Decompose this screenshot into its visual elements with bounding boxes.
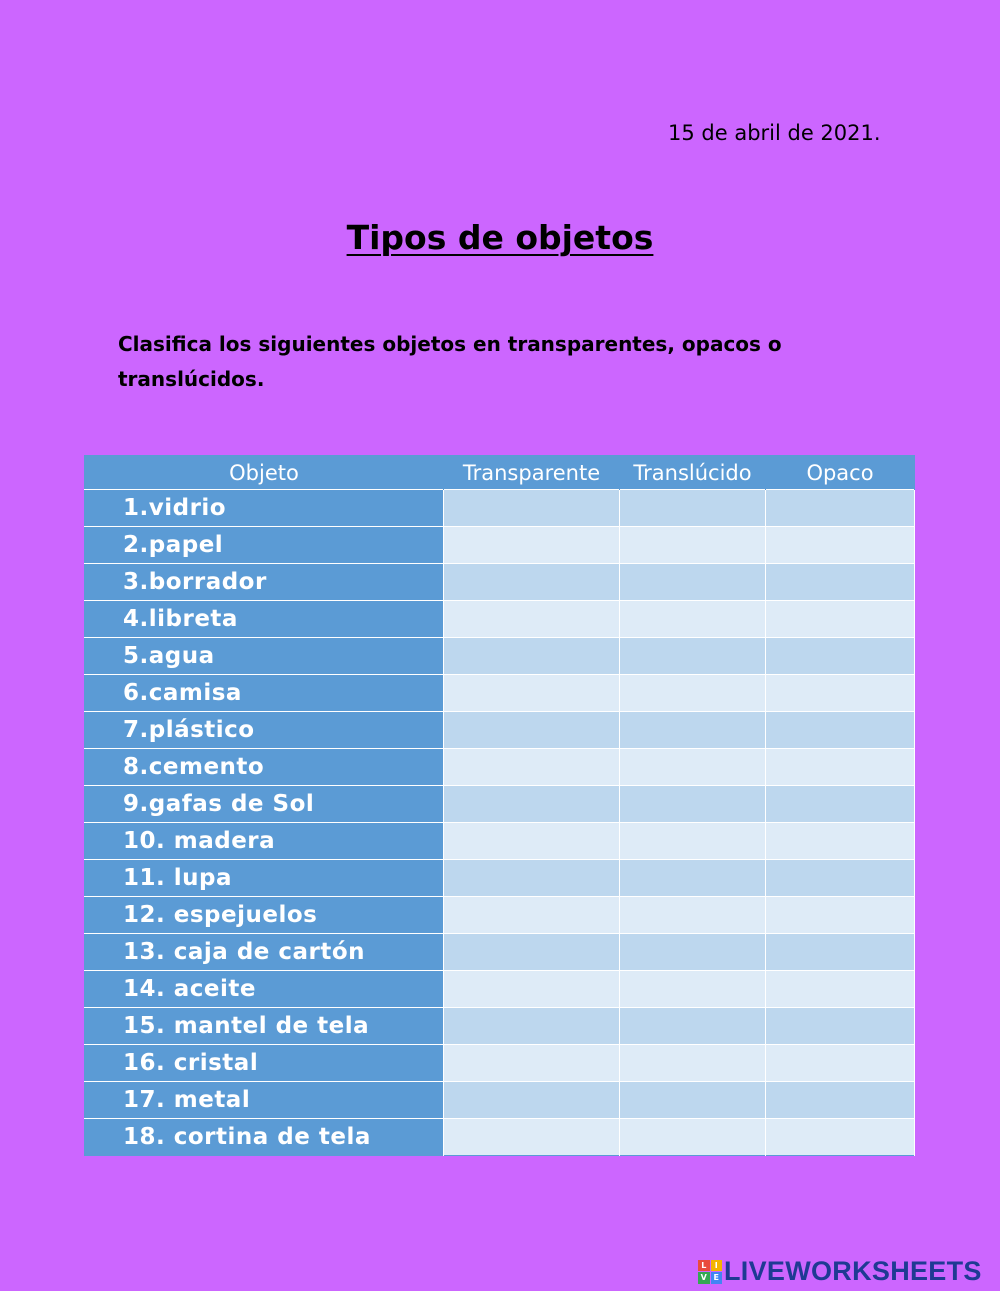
column-header-opaco: Opaco [766, 456, 915, 490]
table-row [85, 786, 915, 823]
answer-cell-translucido[interactable] [620, 749, 766, 786]
table-row [85, 601, 915, 638]
answer-cell-transparente[interactable] [444, 897, 620, 934]
answer-cell-transparente[interactable] [444, 527, 620, 564]
object-name-cell: 5.agua [85, 638, 444, 675]
answer-cell-transparente[interactable] [444, 1045, 620, 1082]
answer-cell-translucido[interactable] [620, 712, 766, 749]
answer-cell-translucido[interactable] [620, 1045, 766, 1082]
answer-cell-translucido[interactable] [620, 1008, 766, 1045]
answer-cell-opaco[interactable] [766, 897, 915, 934]
answer-cell-transparente[interactable] [444, 786, 620, 823]
date-label: 15 de abril de 2021. [668, 121, 881, 145]
answer-cell-transparente[interactable] [444, 1082, 620, 1119]
answer-cell-opaco[interactable] [766, 564, 915, 601]
object-name-cell: 1.vidrio [85, 490, 444, 527]
answer-cell-opaco[interactable] [766, 860, 915, 897]
object-name-cell: 9.gafas de Sol [85, 786, 444, 823]
liveworksheets-logo [698, 1256, 982, 1287]
table-row [85, 860, 915, 897]
table-row [85, 490, 915, 527]
object-name-cell: 8.cemento [85, 749, 444, 786]
answer-cell-translucido[interactable] [620, 897, 766, 934]
answer-cell-transparente[interactable] [444, 675, 620, 712]
column-header-objeto: Objeto [85, 456, 444, 490]
answer-cell-opaco[interactable] [766, 675, 915, 712]
answer-cell-transparente[interactable] [444, 564, 620, 601]
answer-cell-opaco[interactable] [766, 490, 915, 527]
object-name-cell: 2.papel [85, 527, 444, 564]
answer-cell-opaco[interactable] [766, 934, 915, 971]
answer-cell-opaco[interactable] [766, 971, 915, 1008]
answer-cell-opaco[interactable] [766, 786, 915, 823]
table-row [85, 823, 915, 860]
object-name-cell: 17. metal [85, 1082, 444, 1119]
object-name-cell: 13. caja de cartón [85, 934, 444, 971]
answer-cell-transparente[interactable] [444, 971, 620, 1008]
answer-cell-translucido[interactable] [620, 527, 766, 564]
answer-cell-translucido[interactable] [620, 1119, 766, 1156]
table-row [85, 527, 915, 564]
table-header-row [85, 456, 915, 490]
column-header-translucido: Translúcido [620, 456, 766, 490]
answer-cell-transparente[interactable] [444, 638, 620, 675]
answer-cell-translucido[interactable] [620, 601, 766, 638]
object-name-cell: 7.plástico [85, 712, 444, 749]
table-row [85, 1082, 915, 1119]
answer-cell-transparente[interactable] [444, 860, 620, 897]
answer-cell-translucido[interactable] [620, 490, 766, 527]
object-name-cell: 11. lupa [85, 860, 444, 897]
answer-cell-opaco[interactable] [766, 1008, 915, 1045]
table-row [85, 934, 915, 971]
answer-cell-opaco[interactable] [766, 527, 915, 564]
answer-cell-translucido[interactable] [620, 934, 766, 971]
answer-cell-opaco[interactable] [766, 638, 915, 675]
answer-cell-transparente[interactable] [444, 823, 620, 860]
table-row [85, 897, 915, 934]
answer-cell-translucido[interactable] [620, 564, 766, 601]
answer-cell-opaco[interactable] [766, 749, 915, 786]
column-header-transparente: Transparente [444, 456, 620, 490]
classification-table [84, 455, 915, 1156]
answer-cell-translucido[interactable] [620, 860, 766, 897]
table-row [85, 638, 915, 675]
object-name-cell: 16. cristal [85, 1045, 444, 1082]
object-name-cell: 15. mantel de tela [85, 1008, 444, 1045]
object-name-cell: 10. madera [85, 823, 444, 860]
object-name-cell: 12. espejuelos [85, 897, 444, 934]
object-name-cell: 3.borrador [85, 564, 444, 601]
object-name-cell: 18. cortina de tela [85, 1119, 444, 1156]
table-row [85, 1045, 915, 1082]
answer-cell-opaco[interactable] [766, 1119, 915, 1156]
answer-cell-transparente[interactable] [444, 749, 620, 786]
instructions-text: Clasifica los siguientes objetos en transparentes, opacos o translúcidos. [118, 332, 782, 391]
object-name-cell: 6.camisa [85, 675, 444, 712]
table-row [85, 749, 915, 786]
table-row [85, 712, 915, 749]
table-row [85, 564, 915, 601]
table-row [85, 971, 915, 1008]
answer-cell-transparente[interactable] [444, 490, 620, 527]
answer-cell-opaco[interactable] [766, 601, 915, 638]
answer-cell-opaco[interactable] [766, 1082, 915, 1119]
liveworksheets-logo-icon: L I V E [698, 1260, 722, 1284]
answer-cell-transparente[interactable] [444, 934, 620, 971]
answer-cell-translucido[interactable] [620, 675, 766, 712]
answer-cell-transparente[interactable] [444, 1119, 620, 1156]
answer-cell-opaco[interactable] [766, 1045, 915, 1082]
answer-cell-translucido[interactable] [620, 971, 766, 1008]
page-title-text: Tipos de objetos [346, 218, 654, 257]
answer-cell-translucido[interactable] [620, 1082, 766, 1119]
logo-text: LIVEWORKSHEETS [724, 1256, 982, 1286]
answer-cell-transparente[interactable] [444, 601, 620, 638]
answer-cell-transparente[interactable] [444, 1008, 620, 1045]
table-row [85, 1119, 915, 1156]
table-row [85, 1008, 915, 1045]
answer-cell-opaco[interactable] [766, 823, 915, 860]
page-title [0, 218, 1000, 257]
answer-cell-translucido[interactable] [620, 786, 766, 823]
answer-cell-translucido[interactable] [620, 638, 766, 675]
answer-cell-opaco[interactable] [766, 712, 915, 749]
answer-cell-translucido[interactable] [620, 823, 766, 860]
object-name-cell: 4.libreta [85, 601, 444, 638]
object-name-cell: 14. aceite [85, 971, 444, 1008]
table-row [85, 675, 915, 712]
answer-cell-transparente[interactable] [444, 712, 620, 749]
